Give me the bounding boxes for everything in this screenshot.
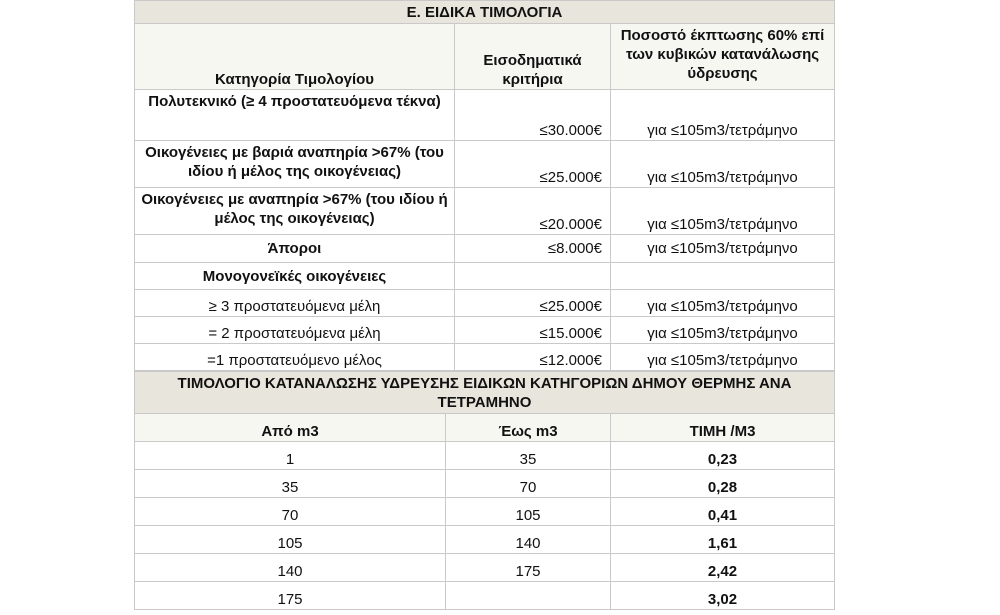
- discount-cell: για ≤105m3/τετράμηνο: [611, 290, 835, 317]
- pricing-title: ΤΙΜΟΛΟΓΙΟ ΚΑΤΑΝΑΛΩΣΗΣ ΥΔΡΕΥΣΗΣ ΕΙΔΙΚΩΝ ΚΑΤΗΓΟΡΙΩΝ ΔΗΜΟΥ ΘΕΡΜΗΣ ΑΝΑ ΤΕΤΡΑΜΗΝΟ: [135, 372, 835, 414]
- income-cell: ≤30.000€: [455, 90, 611, 141]
- empty-cell: [455, 263, 611, 290]
- tariff-sheet: [134, 0, 834, 610]
- category-cell: Άποροι: [135, 235, 455, 263]
- income-cell: ≤20.000€: [455, 188, 611, 235]
- special-tariffs-table: [134, 0, 835, 371]
- from-cell: 70: [135, 498, 446, 526]
- discount-cell: για ≤105m3/τετράμηνο: [611, 90, 835, 141]
- price-cell: 0,23: [611, 442, 835, 470]
- price-cell: 0,28: [611, 470, 835, 498]
- to-cell: 175: [446, 554, 611, 582]
- header-discount: Ποσοστό έκπτωσης 60% επί των κυβικών κατανάλωσης ύδρευσης: [611, 24, 835, 90]
- discount-cell: για ≤105m3/τετράμηνο: [611, 317, 835, 344]
- category-cell: Οικογένειες με βαριά αναπηρία >67% (του ιδίου ή μέλος της οικογένειας): [135, 141, 455, 188]
- from-cell: 175: [135, 582, 446, 610]
- table-row: [135, 90, 835, 141]
- table-row: [135, 470, 835, 498]
- table-row: [135, 498, 835, 526]
- empty-cell: [611, 263, 835, 290]
- table-row: [135, 442, 835, 470]
- header-category: Κατηγορία Τιμολογίου: [135, 24, 455, 90]
- discount-cell: για ≤105m3/τετράμηνο: [611, 235, 835, 263]
- discount-cell: για ≤105m3/τετράμηνο: [611, 141, 835, 188]
- price-cell: 0,41: [611, 498, 835, 526]
- table-row: [135, 344, 835, 371]
- category-cell: Οικογένειες με αναπηρία >67% (του ιδίου ή μέλος της οικογένειας): [135, 188, 455, 235]
- table-row: [135, 317, 835, 344]
- from-cell: 105: [135, 526, 446, 554]
- category-cell: =1 προστατευόμενο μέλος: [135, 344, 455, 371]
- from-cell: 1: [135, 442, 446, 470]
- from-cell: 140: [135, 554, 446, 582]
- income-cell: ≤15.000€: [455, 317, 611, 344]
- to-cell: 70: [446, 470, 611, 498]
- income-cell: ≤8.000€: [455, 235, 611, 263]
- single-parent-label: Μονογονεϊκές οικογένειες: [135, 263, 455, 290]
- discount-cell: για ≤105m3/τετράμηνο: [611, 188, 835, 235]
- price-cell: 3,02: [611, 582, 835, 610]
- special-tariffs-title: Ε. ΕΙΔΙΚΑ ΤΙΜΟΛΟΓΙΑ: [135, 1, 835, 24]
- to-cell: 35: [446, 442, 611, 470]
- header-from: Από m3: [135, 414, 446, 442]
- table-row: [135, 582, 835, 610]
- discount-cell: για ≤105m3/τετράμηνο: [611, 344, 835, 371]
- header-price: ΤΙΜΗ /Μ3: [611, 414, 835, 442]
- header-to: Έως m3: [446, 414, 611, 442]
- income-cell: ≤25.000€: [455, 141, 611, 188]
- income-cell: ≤25.000€: [455, 290, 611, 317]
- table-row: [135, 554, 835, 582]
- pricing-table: [134, 371, 835, 610]
- to-cell: 140: [446, 526, 611, 554]
- table-row: [135, 290, 835, 317]
- table-row: [135, 263, 835, 290]
- header-income: Εισοδηματικά κριτήρια: [455, 24, 611, 90]
- table-row: [135, 188, 835, 235]
- category-cell: ≥ 3 προστατευόμενα μέλη: [135, 290, 455, 317]
- category-cell: Πολυτεκνικό (≥ 4 προστατευόμενα τέκνα): [135, 90, 455, 141]
- to-cell: [446, 582, 611, 610]
- table-row: [135, 141, 835, 188]
- price-cell: 2,42: [611, 554, 835, 582]
- to-cell: 105: [446, 498, 611, 526]
- table-row: [135, 235, 835, 263]
- income-cell: ≤12.000€: [455, 344, 611, 371]
- table-row: [135, 526, 835, 554]
- price-cell: 1,61: [611, 526, 835, 554]
- from-cell: 35: [135, 470, 446, 498]
- category-cell: = 2 προστατευόμενα μέλη: [135, 317, 455, 344]
